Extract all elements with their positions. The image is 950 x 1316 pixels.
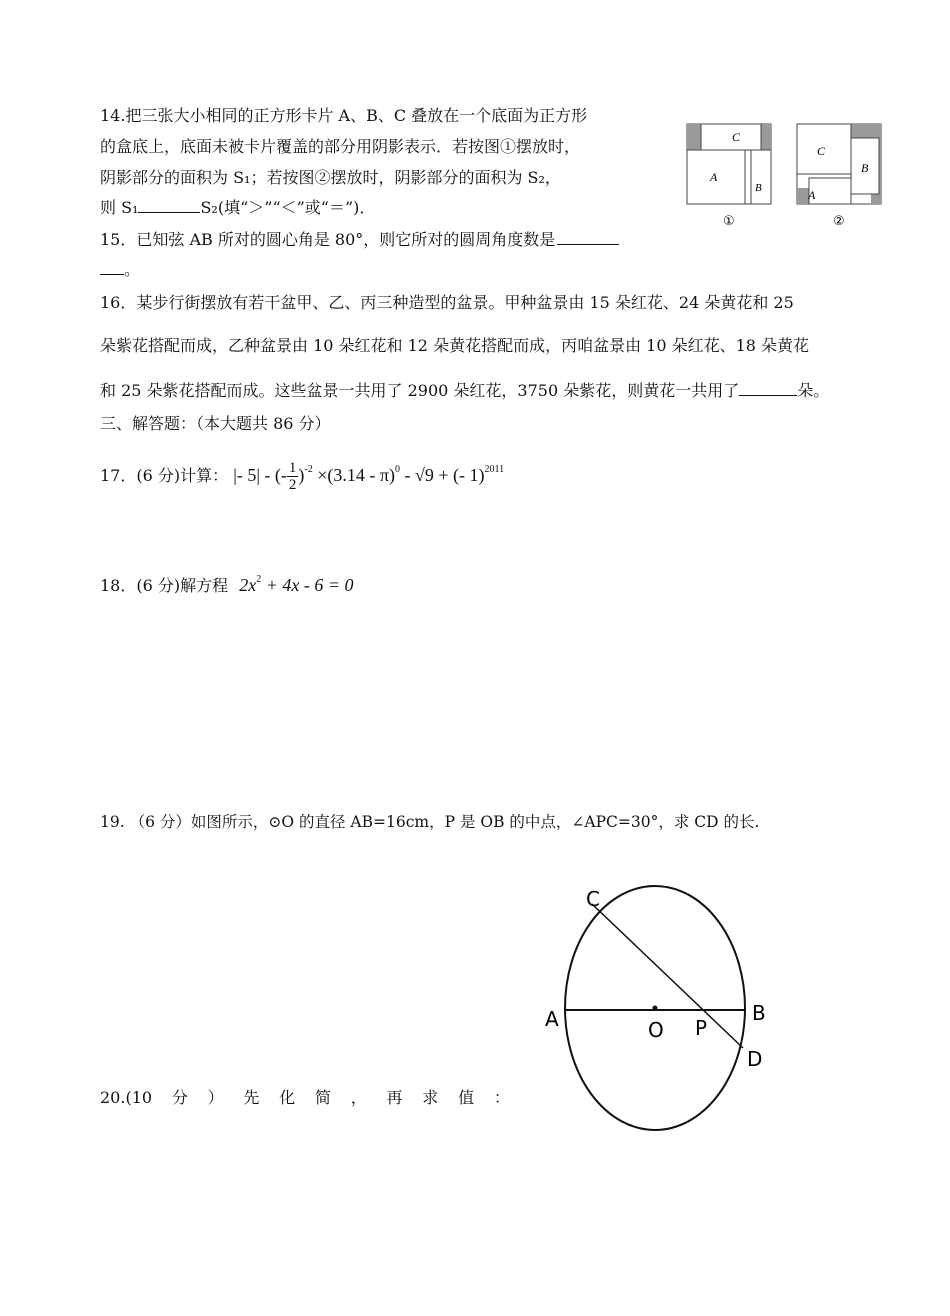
q17-formula xyxy=(233,460,505,494)
q16-line3 xyxy=(100,381,829,401)
q14-line2: 的盒底上，底面未被卡片覆盖的部分用阴影表示．若按图①摆放时， xyxy=(100,137,581,156)
q19-circle-figure xyxy=(540,880,770,1140)
label-a: A xyxy=(710,170,718,184)
label-a: A xyxy=(545,1007,559,1031)
card-c xyxy=(701,124,761,150)
q20-part: 先 xyxy=(243,1088,260,1107)
q14-line3: 阴影部分的面积为 S₁；若按图②摆放时，阴影部分的面积为 S₂， xyxy=(100,168,561,187)
q14-line4 xyxy=(100,198,375,218)
q14-line4-end: S₂(填“＞”“＜”或“＝”)． xyxy=(200,198,376,217)
q20-part: 分 xyxy=(171,1088,188,1107)
q20-part: 简 xyxy=(314,1088,331,1107)
shadow-top-right xyxy=(761,124,771,150)
label-d: D xyxy=(747,1047,763,1071)
q18-eq-part1: 2x xyxy=(239,575,257,595)
q17-prefix: 17．(6 分)计算： xyxy=(100,466,229,485)
q18-equation xyxy=(239,575,353,595)
q18-exp: 2 xyxy=(256,574,262,585)
shadow-top-left xyxy=(687,124,701,150)
q14-figure-2 xyxy=(795,122,885,232)
q17-term4: - √9 + (- 1) xyxy=(399,465,485,485)
label-o: O xyxy=(648,1018,664,1042)
q17-frac-den: 2 xyxy=(288,477,297,494)
q18-prefix: 18．(6 分)解方程 xyxy=(100,576,229,595)
q14-answer-blank[interactable] xyxy=(138,198,200,213)
q16-line1: 16．某步行街摆放有若干盆甲、乙、丙三种造型的盆景。甲种盆景由 15 朵红花、24 朵黄花和 25 xyxy=(100,293,794,312)
q17-exp1: -2 xyxy=(304,464,313,475)
q17-exp2: 0 xyxy=(394,464,400,475)
label-c: C xyxy=(586,887,600,911)
q15-answer-blank-cont[interactable] xyxy=(100,260,124,275)
q19-text: 19. （6 分）如图所示，⊙O 的直径 AB=16cm，P 是 OB 的中点，∠APC=30°，求 CD 的长. xyxy=(100,813,760,831)
fig2-caption: ② xyxy=(833,214,845,229)
label-a: A xyxy=(808,188,816,202)
label-c: C xyxy=(817,144,826,158)
q14-figure-1 xyxy=(685,122,775,232)
shadow-top-right xyxy=(851,124,881,138)
q17-term3: ×(3.14 - π) xyxy=(312,465,395,485)
q20-part: ， xyxy=(350,1088,367,1107)
q16-answer-blank[interactable] xyxy=(739,381,797,396)
center-dot xyxy=(653,1006,658,1011)
q15-line1 xyxy=(100,230,619,250)
fig1-caption: ① xyxy=(723,214,735,229)
label-p: P xyxy=(695,1016,708,1040)
q18-eq-part2: + 4x - 6 = 0 xyxy=(261,575,354,595)
q17-term2: ) xyxy=(298,465,305,485)
q20-line xyxy=(100,1088,510,1108)
q17-exp3: 2011 xyxy=(484,464,505,475)
q16-end: 朵。 xyxy=(797,381,830,400)
label-b: B xyxy=(861,161,869,175)
q20-part: ： xyxy=(493,1088,510,1107)
q17-frac-num: 1 xyxy=(288,460,297,477)
q17-term1: |- 5| - (- xyxy=(233,465,287,485)
q20-part: ） xyxy=(207,1088,224,1107)
q15-end: 。 xyxy=(124,260,141,279)
label-b: B xyxy=(752,1001,766,1025)
q20-part: 值 xyxy=(458,1088,475,1107)
q15-line2 xyxy=(100,260,140,280)
q17-line xyxy=(100,458,504,496)
q14-line4-start: 则 S₁ xyxy=(100,198,139,217)
q17-fraction xyxy=(287,460,299,493)
q15-answer-blank[interactable] xyxy=(557,230,619,245)
card-b xyxy=(751,150,771,204)
q20-part: 再 xyxy=(386,1088,403,1107)
q20-part: 20.(10 xyxy=(100,1088,153,1107)
label-b: B xyxy=(755,182,762,194)
label-c: C xyxy=(732,130,741,144)
q15-text: 15．已知弦 AB 所对的圆心角是 80°，则它所对的圆周角度数是 xyxy=(100,230,556,249)
q16-line2: 朵紫花搭配而成，乙种盆景由 10 朵红花和 12 朵黄花搭配而成，丙咱盆景由 10 朵红花、18 朵黄花 xyxy=(100,336,810,355)
section-3-title: 三、解答题：（本大题共 86 分） xyxy=(100,414,331,433)
q14-line1: 14.把三张大小相同的正方形卡片 A、B、C 叠放在一个底面为正方形 xyxy=(100,106,588,125)
q20-part: 化 xyxy=(279,1088,296,1107)
q20-part: 求 xyxy=(422,1088,439,1107)
q16-text: 和 25 朵紫花搭配而成。这些盆景一共用了 2900 朵红花，3750 朵紫花，则黄花一共用了 xyxy=(100,381,740,400)
q18-line xyxy=(100,575,354,599)
